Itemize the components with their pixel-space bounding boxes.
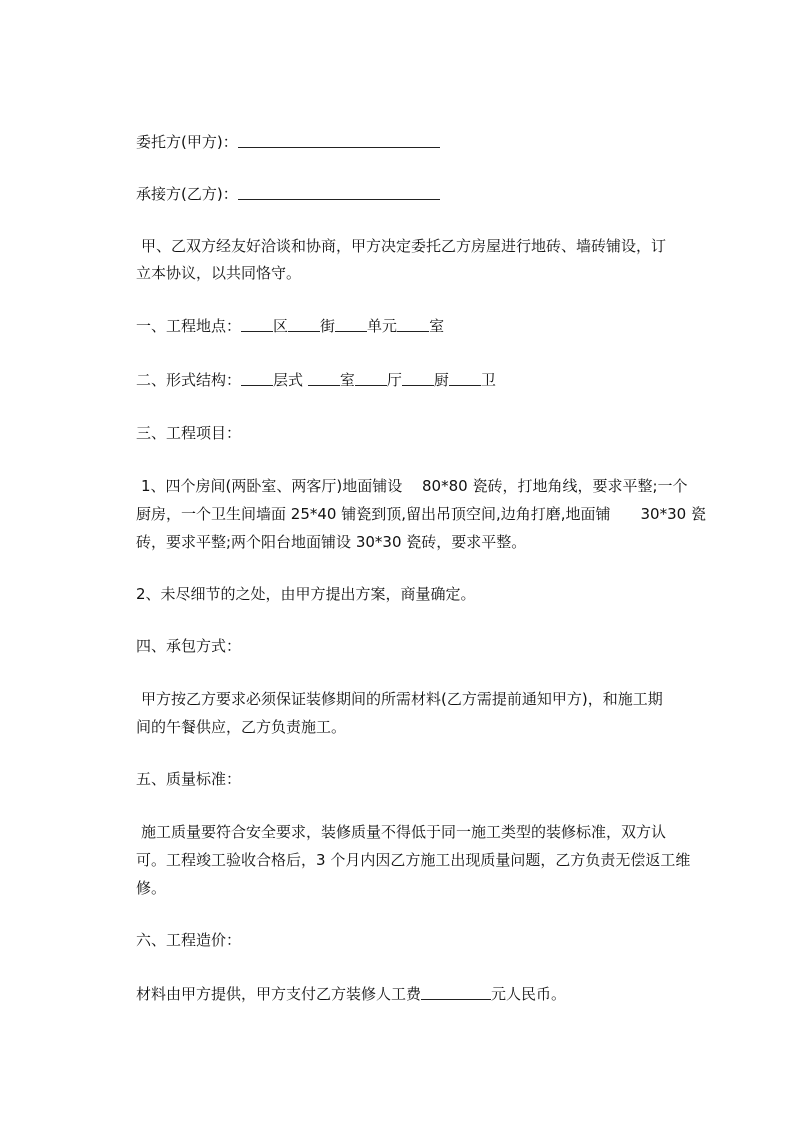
unit-blank[interactable]: [335, 317, 367, 332]
section3-title: 三、工程项目：: [136, 424, 242, 442]
section1-line: [136, 316, 444, 336]
street-label: 街: [320, 317, 336, 335]
section4-line1: 甲方按乙方要求必须保证装修期间的所需材料(乙方需提前通知甲方)，和施工期: [141, 690, 663, 708]
room-label: 室: [429, 317, 445, 335]
labor-fee-blank[interactable]: [421, 985, 491, 1000]
section2-title: 二、形式结构：: [136, 371, 242, 389]
section4-title: 四、承包方式：: [136, 637, 242, 655]
kitchen-blank[interactable]: [402, 371, 434, 386]
floor-label: 层式: [273, 371, 304, 389]
section5-line3: 修。: [136, 879, 167, 897]
district-label: 区: [273, 317, 289, 335]
client-blank[interactable]: [238, 133, 440, 148]
contractor-blank[interactable]: [238, 185, 440, 200]
section6-line: [136, 984, 566, 1004]
district-blank[interactable]: [241, 317, 273, 332]
hall-blank[interactable]: [355, 371, 387, 386]
section5-line1: 施工质量要符合安全要求，装修质量不得低于同一施工类型的装修标准，双方认: [141, 823, 667, 841]
unit-label: 单元: [367, 317, 398, 335]
contractor-line: [136, 184, 440, 204]
room-count-label: 室: [339, 371, 355, 389]
bath-blank[interactable]: [449, 371, 481, 386]
kitchen-label: 厨: [433, 371, 449, 389]
section1-title: 一、工程地点：: [136, 317, 242, 335]
room-count-blank[interactable]: [308, 371, 340, 386]
hall-label: 厅: [386, 371, 402, 389]
section6-title: 六、工程造价：: [136, 931, 242, 949]
section3-item1-line3: 砖，要求平整;两个阳台地面铺设 30*30 瓷砖，要求平整。: [136, 533, 527, 551]
floor-blank[interactable]: [241, 371, 273, 386]
intro-line-2: 立本协议，以共同恪守。: [136, 264, 302, 282]
section6-prefix: 材料由甲方提供，甲方支付乙方装修人工费: [136, 985, 422, 1003]
section4-line2: 间的午餐供应，乙方负责施工。: [136, 718, 347, 736]
room-blank[interactable]: [397, 317, 429, 332]
intro-line-1: 甲、乙双方经友好洽谈和协商，甲方决定委托乙方房屋进行地砖、墙砖铺设，订: [141, 237, 667, 255]
section2-line: [136, 370, 496, 390]
bath-label: 卫: [480, 371, 496, 389]
street-blank[interactable]: [288, 317, 320, 332]
section6-suffix: 元人民币。: [491, 985, 567, 1003]
contractor-label: 承接方(乙方)：: [136, 185, 238, 203]
section3-item1-line2: 厨房，一个卫生间墙面 25*40 铺瓷到顶,留出吊顶空间,边角打磨,地面铺 30*30 瓷: [136, 505, 706, 523]
section5-line2: 可。工程竣工验收合格后，3 个月内因乙方施工出现质量问题，乙方负责无偿返工维: [136, 851, 691, 869]
client-line: [136, 132, 440, 152]
section5-title: 五、质量标准：: [136, 770, 242, 788]
section3-item2: 2、未尽细节的之处，由甲方提出方案，商量确定。: [136, 585, 476, 603]
section3-item1-line1: 1、四个房间(两卧室、两客厅)地面铺设 80*80 瓷砖，打地角线，要求平整;一个: [141, 477, 688, 495]
client-label: 委托方(甲方)：: [136, 133, 238, 151]
